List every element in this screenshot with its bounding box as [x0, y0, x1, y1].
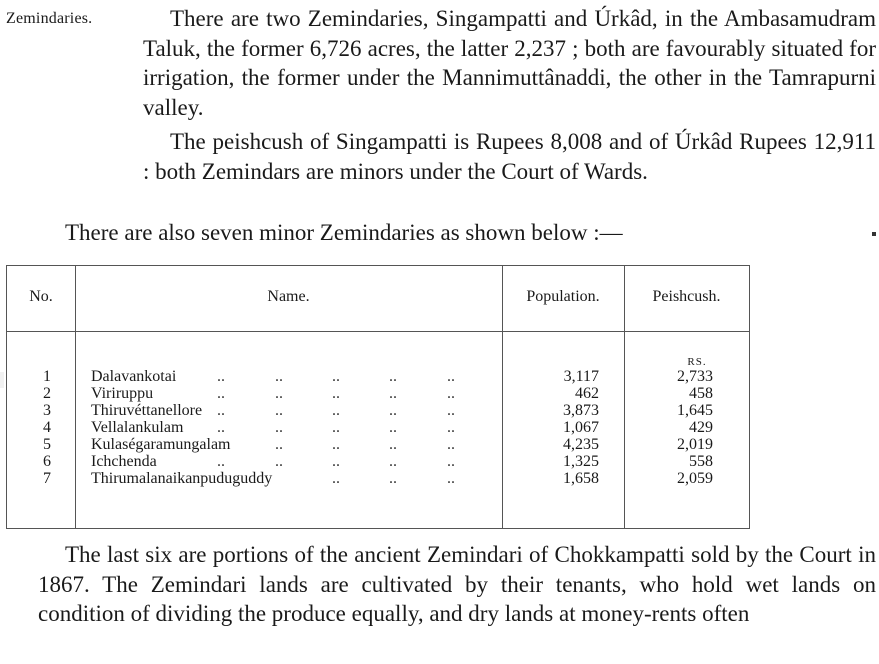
paragraph-peishcush: The peishcush of Singampatti is Rupees 8,008 and of Úrkâd Rupees 12,911 : both Zemindars are minors under the Court of Wards. — [143, 129, 876, 184]
row-name: Dalavankotai — [91, 368, 177, 385]
row-name: Thiruvéttanellore — [91, 402, 203, 419]
table-divider — [7, 331, 749, 332]
row-number: 2 — [43, 385, 51, 402]
row-population: 3,117 — [563, 368, 599, 385]
row-number: 5 — [43, 436, 51, 453]
row-peishcush: 458 — [689, 385, 713, 402]
scan-edge-mark — [0, 372, 4, 388]
row-number: 3 — [43, 402, 51, 419]
table-row: 5 Kulaségaramungalam 4,235 2,019 .. .. .. .. — [7, 436, 749, 453]
scan-speck — [872, 232, 876, 236]
row-number: 6 — [43, 453, 51, 470]
row-population: 1,658 — [563, 470, 599, 487]
row-peishcush: 1,645 — [677, 402, 713, 419]
table-row: 3 Thiruvéttanellore 3,873 1,645 .. .. .. .. .. — [7, 402, 749, 419]
header-name: Name. — [267, 288, 310, 305]
paragraph-minor-zemindaries: There are also seven minor Zemindaries as shown below :— — [65, 220, 623, 245]
row-name: Vellalankulam — [91, 419, 184, 436]
margin-note: Zemindaries. — [6, 10, 93, 27]
header-peishcush: Peishcush. — [652, 288, 721, 305]
table-row: 6 Ichchenda 1,325 558 .. .. .. .. .. — [7, 453, 749, 470]
row-number: 7 — [43, 470, 51, 487]
row-name: Kulaségaramungalam — [91, 436, 231, 453]
paragraph-zemindaries: There are two Zemindaries, Singampatti and Úrkâd, in the Ambasamudram Taluk, the former 6,726 acres, the latter 2,237 ; both are favourably situated for irrigation, the former under the Mannimuttânaddi, the other in the Tamrapurni valley. — [143, 6, 876, 120]
unit-label: RS. — [687, 356, 707, 368]
row-population: 4,235 — [563, 436, 599, 453]
row-name: Thirumalanaikanpuduguddy — [91, 470, 273, 487]
header-no: No. — [29, 288, 53, 305]
row-peishcush: 558 — [689, 453, 713, 470]
table-body — [7, 368, 749, 487]
table-row: 1 Dalavankotai 3,117 2,733 .. .. .. .. .. — [7, 368, 749, 385]
row-name: Ichchenda — [91, 453, 157, 470]
row-population: 462 — [575, 385, 599, 402]
table-row: 2 Viriruppu 462 458 .. .. .. .. .. — [7, 385, 749, 402]
paragraph-chokkampatti: The last six are portions of the ancient Zemindari of Chokkampatti sold by the Court in 1867. The Zemindari lands are cultivated by their tenants, who hold wet lands on condition of dividing the produce equally, and dry lands at money-rents often — [38, 542, 876, 626]
row-number: 4 — [43, 419, 51, 436]
row-peishcush: 2,733 — [677, 368, 713, 385]
header-population: Population. — [526, 288, 600, 305]
table-row: 7 Thirumalanaikanpuduguddy 1,658 2,059 .. .. .. — [7, 470, 749, 487]
row-peishcush: 2,019 — [677, 436, 713, 453]
row-peishcush: 429 — [689, 419, 713, 436]
zemindari-table — [6, 265, 750, 529]
row-population: 1,325 — [563, 453, 599, 470]
row-population: 1,067 — [563, 419, 599, 436]
row-population: 3,873 — [563, 402, 599, 419]
row-peishcush: 2,059 — [677, 470, 713, 487]
row-number: 1 — [43, 368, 51, 385]
table-row: 4 Vellalankulam 1,067 429 .. .. .. .. .. — [7, 419, 749, 436]
row-name: Viriruppu — [91, 385, 154, 402]
